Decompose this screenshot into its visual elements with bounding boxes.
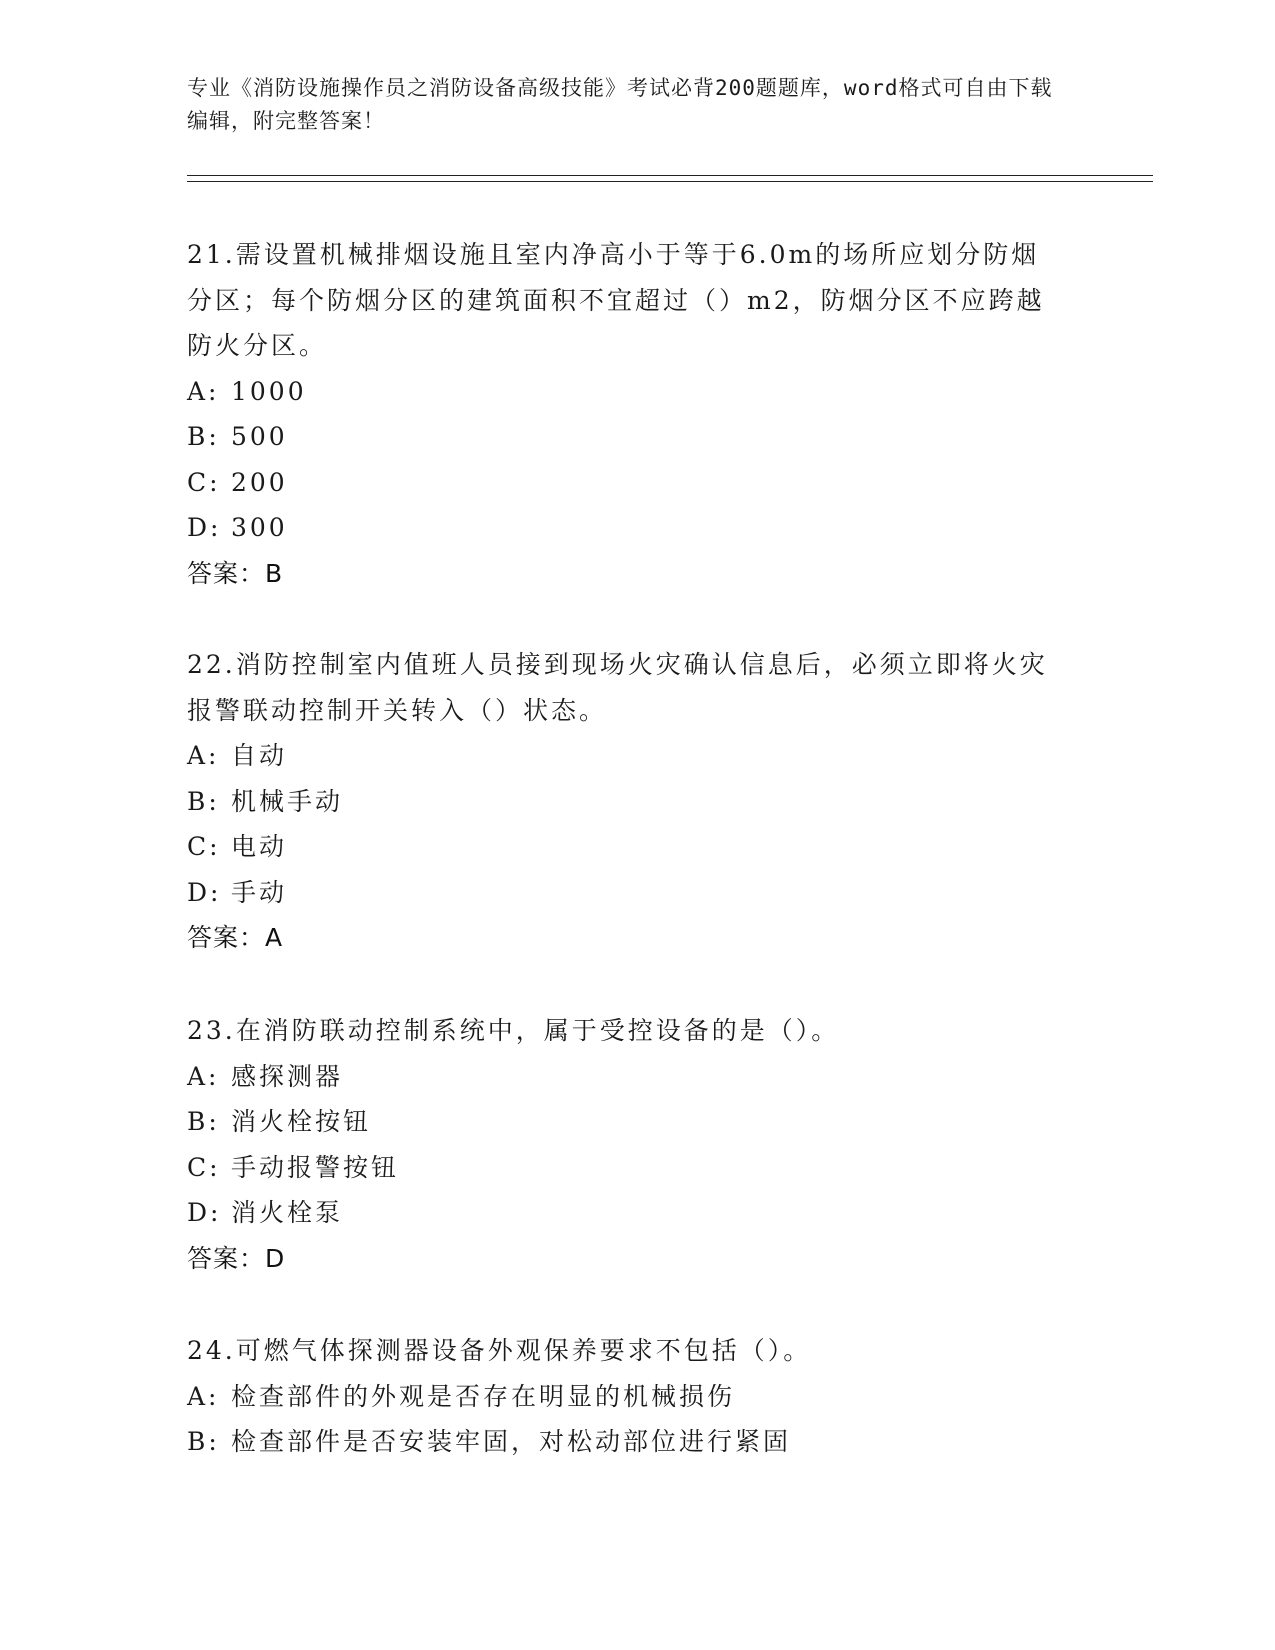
- option-text: 500: [231, 422, 288, 451]
- answer-label: 答案：A: [187, 923, 284, 952]
- header-divider-top: [187, 175, 1153, 176]
- question-23: [187, 1008, 1067, 1281]
- option-text: 1000: [231, 376, 307, 406]
- question-22: [187, 642, 1067, 961]
- option-key: B:: [187, 786, 220, 816]
- option-text: 消火栓泵: [231, 1198, 344, 1227]
- answer-label: 答案：D: [187, 1243, 286, 1273]
- option-b: [187, 779, 1067, 825]
- option-text: 手动报警按钮: [231, 1152, 400, 1182]
- option-a: [187, 1374, 1067, 1420]
- option-c: [187, 1145, 1067, 1191]
- option-key: A:: [187, 1061, 220, 1091]
- option-key: C:: [187, 832, 221, 861]
- option-text: 消火栓按钮: [231, 1107, 372, 1136]
- option-b: [187, 1099, 1067, 1145]
- question-stem: 24.可燃气体探测器设备外观保养要求不包括（）。: [187, 1336, 812, 1365]
- option-key: B:: [187, 422, 220, 451]
- document-intro: 专业《消防设施操作员之消防设备高级技能》考试必背200题题库，word格式可自由下载编辑，附完整答案！: [187, 76, 1053, 133]
- option-a: [187, 369, 1067, 415]
- option-d: [187, 1190, 1067, 1236]
- option-a: [187, 733, 1067, 779]
- option-d: [187, 505, 1067, 551]
- option-d: [187, 870, 1067, 916]
- question-24: [187, 1328, 1067, 1465]
- option-key: D:: [187, 513, 222, 542]
- question-stem: 22.消防控制室内值班人员接到现场火灾确认信息后，必须立即将火灾报警联动控制开关转入（）状态。: [187, 650, 1048, 725]
- option-text: 感探测器: [231, 1061, 344, 1091]
- option-text: 检查部件是否安装牢固，对松动部位进行紧固: [231, 1427, 792, 1456]
- option-text: 检查部件的外观是否存在明显的机械损伤: [231, 1381, 736, 1411]
- option-text: 自动: [231, 741, 288, 770]
- option-key: B:: [187, 1107, 220, 1136]
- option-text: 手动: [231, 877, 288, 907]
- answer-label: 答案：B: [187, 558, 284, 588]
- option-key: B:: [187, 1427, 220, 1456]
- question-stem: 21.需设置机械排烟设施且室内净高小于等于6.0m的场所应划分防烟分区；每个防烟分区的建筑面积不宜超过（）m2，防烟分区不应跨越防火分区。: [187, 240, 1045, 360]
- option-key: C:: [187, 467, 221, 497]
- option-key: A:: [187, 376, 220, 406]
- option-key: A:: [187, 1381, 220, 1411]
- option-key: D:: [187, 877, 222, 907]
- option-key: D:: [187, 1198, 222, 1227]
- option-key: A:: [187, 741, 220, 770]
- header-divider-bottom: [187, 181, 1153, 182]
- option-key: C:: [187, 1152, 221, 1182]
- option-c: [187, 460, 1067, 506]
- option-b: [187, 414, 1067, 460]
- option-a: [187, 1054, 1067, 1100]
- option-text: 300: [231, 513, 288, 542]
- option-b: [187, 1419, 1067, 1465]
- option-text: 200: [231, 467, 288, 497]
- option-c: [187, 824, 1067, 870]
- question-21: [187, 232, 1067, 596]
- question-stem: 23.在消防联动控制系统中，属于受控设备的是（）。: [187, 1016, 840, 1045]
- option-text: 电动: [231, 832, 288, 861]
- option-text: 机械手动: [231, 786, 344, 816]
